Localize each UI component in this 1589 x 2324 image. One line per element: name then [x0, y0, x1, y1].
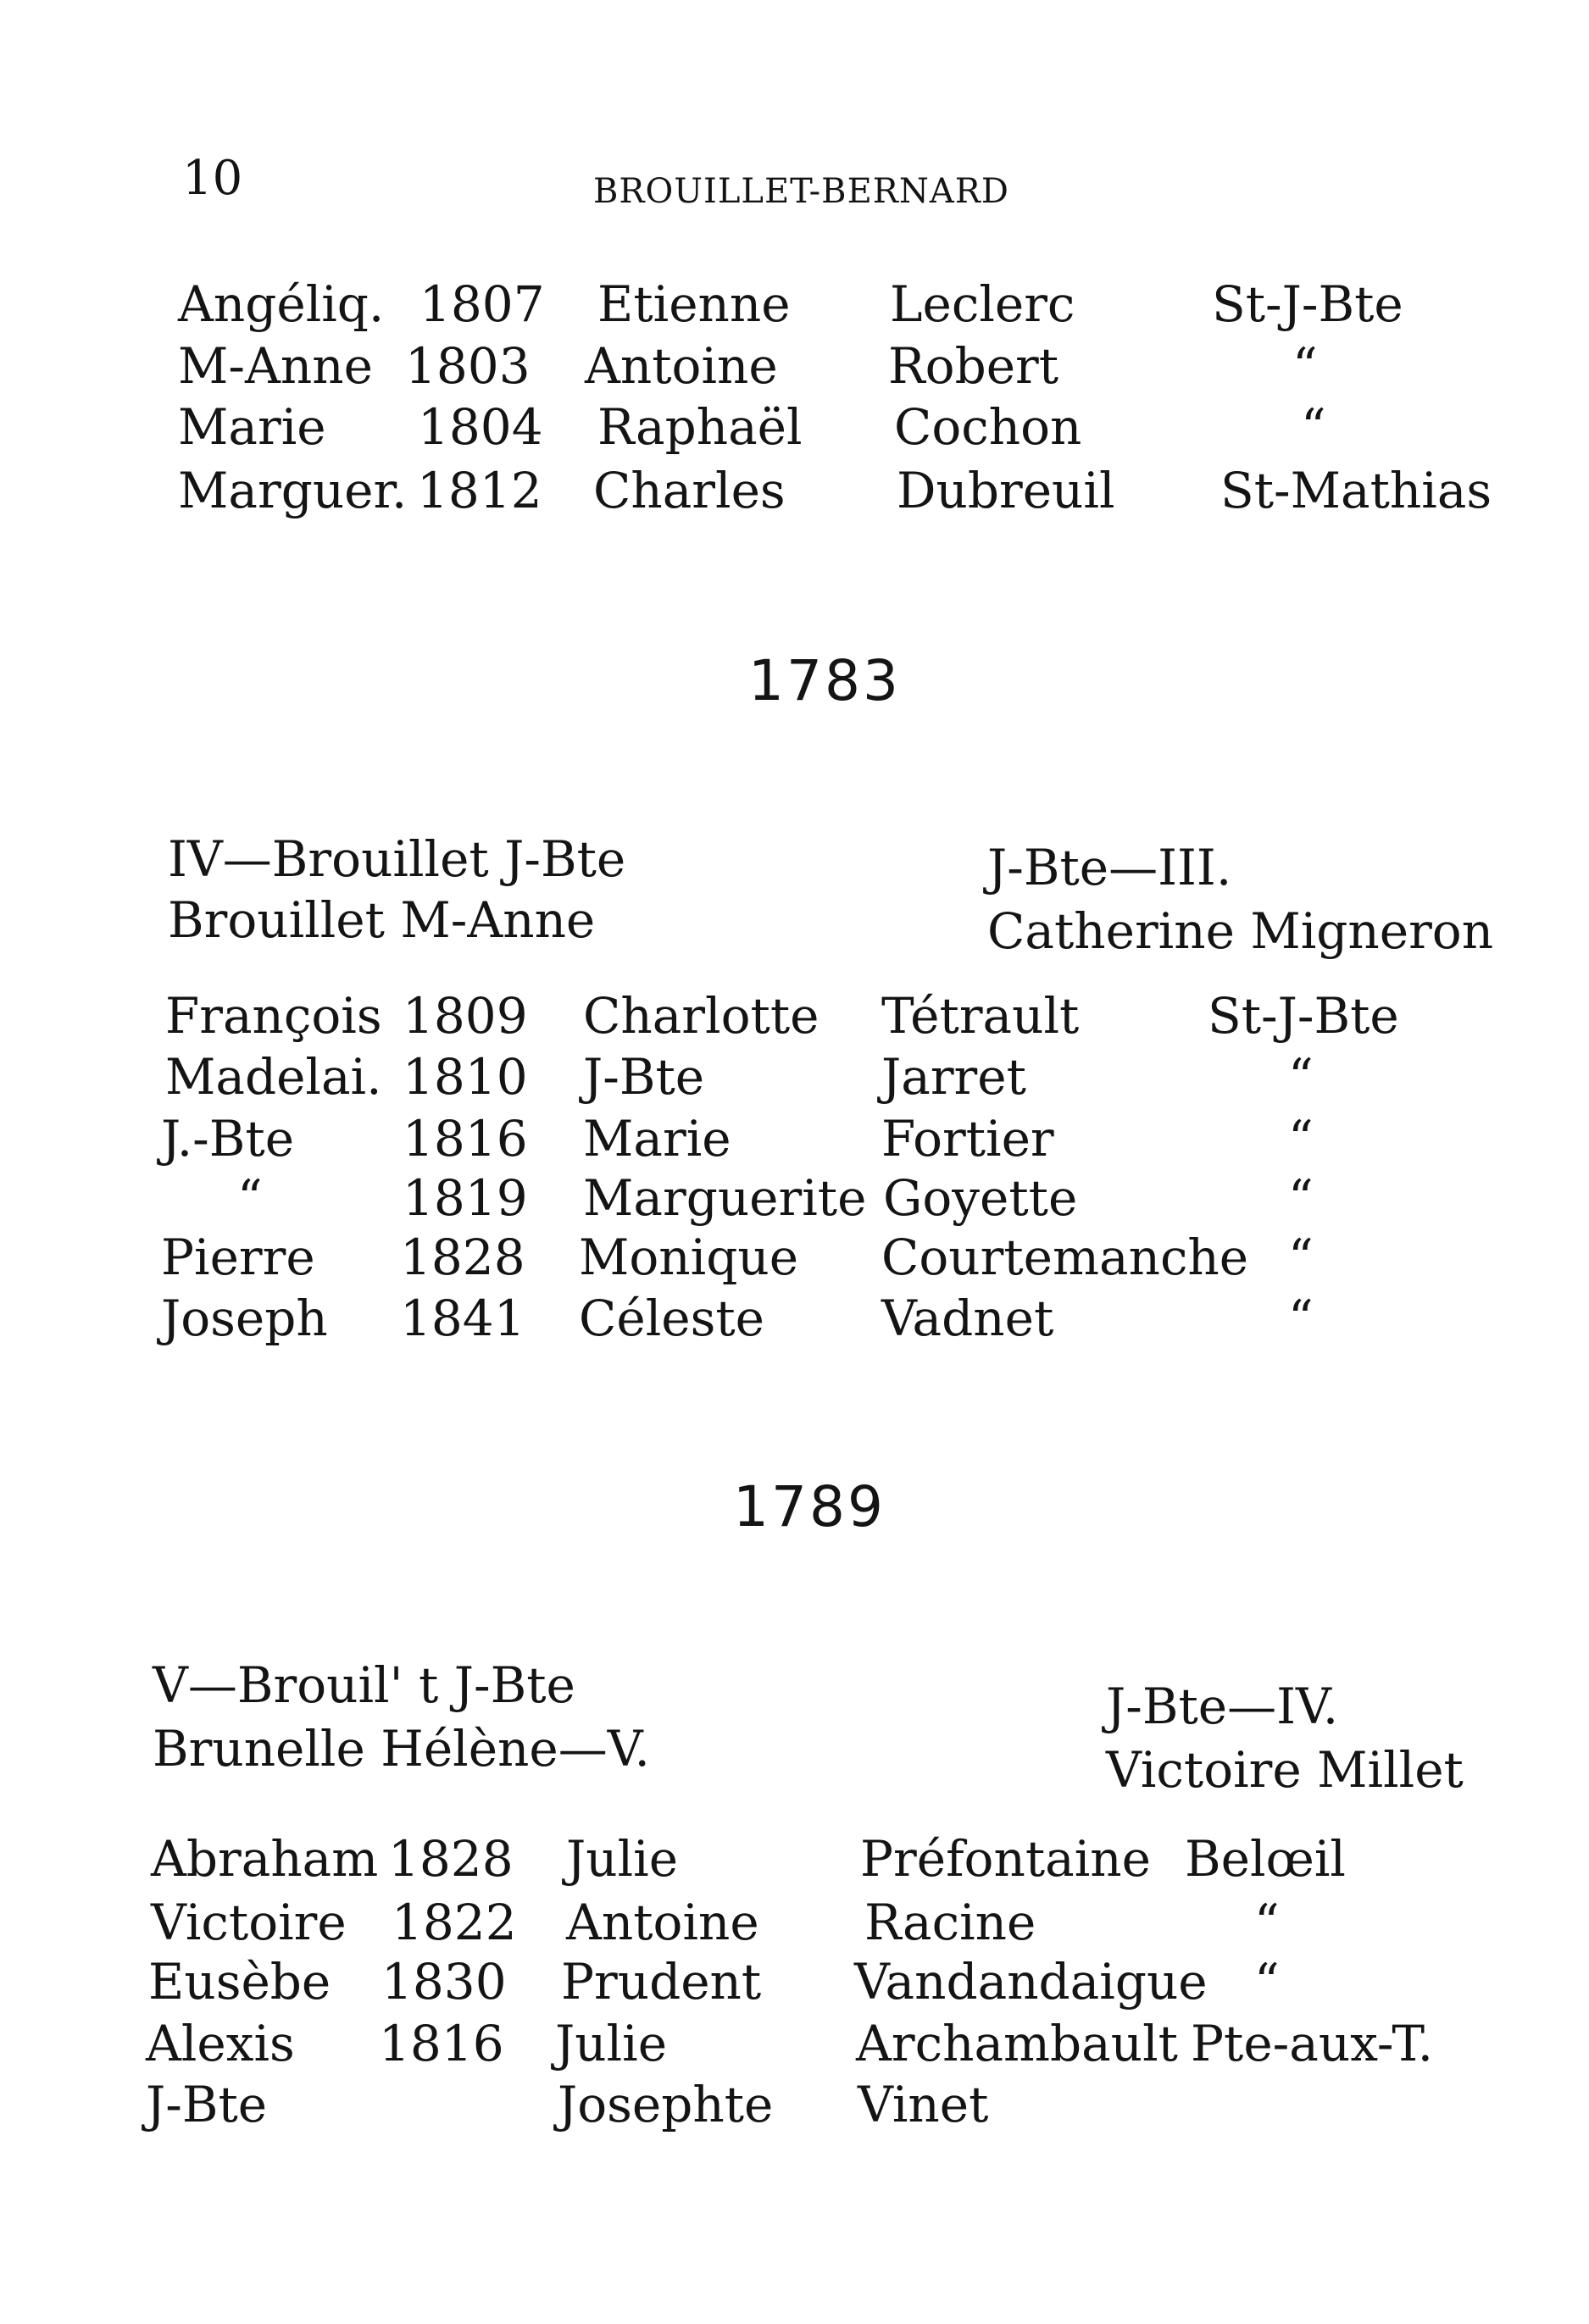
child-name: Victoire: [151, 1894, 347, 1951]
marriage-year: 1830: [381, 1953, 507, 2011]
spouse-last-name: Robert: [888, 337, 1059, 395]
marriage-year: 1810: [403, 1048, 528, 1106]
spouse-last-name: Vandandaigue: [854, 1953, 1208, 2011]
table-row: [0, 398, 1589, 463]
spouse-first-name: Charlotte: [583, 987, 820, 1045]
parish: “: [1288, 1290, 1314, 1347]
child-name: Madelai.: [165, 1048, 382, 1106]
child-name: Joseph: [161, 1290, 328, 1347]
table-row: [0, 1290, 1589, 1354]
spouse-first-name: Etienne: [597, 275, 791, 333]
spouse-last-name: Tétrault: [881, 987, 1080, 1045]
year-heading-1783: 1783: [748, 648, 901, 713]
parish: “: [1288, 1110, 1314, 1168]
parish: “: [1292, 337, 1318, 395]
spouse-first-name: Julie: [566, 1830, 679, 1888]
wife-parents: Catherine Migneron: [987, 902, 1494, 960]
child-name: Pierre: [161, 1229, 315, 1286]
marriage-year: 1841: [400, 1290, 525, 1347]
spouse-first-name: Monique: [579, 1229, 799, 1286]
spouse-last-name: Racine: [864, 1894, 1036, 1951]
marriage-year: 1816: [379, 2015, 504, 2072]
spouse-first-name: Prudent: [561, 1953, 762, 2011]
parish: “: [1301, 398, 1326, 456]
child-name: Abraham: [151, 1830, 379, 1888]
child-name: Eusèbe: [148, 1953, 331, 2011]
parish: St-J-Bte: [1208, 987, 1399, 1045]
wife-parents: Victoire Millet: [1106, 1741, 1464, 1799]
marriage-year: 1812: [417, 462, 542, 519]
spouse-last-name: Préfontaine: [860, 1830, 1151, 1888]
marriage-year: 1828: [400, 1229, 525, 1286]
spouse-last-name: Vinet: [858, 2076, 989, 2133]
spouse-last-name: Archambault: [856, 2015, 1178, 2072]
spouse-last-name: Goyette: [883, 1169, 1078, 1227]
running-head: BROUILLET-BERNARD: [593, 172, 1009, 211]
parish: “: [1288, 1169, 1314, 1227]
marriage-year: 1804: [418, 398, 543, 456]
child-name: Angéliq.: [178, 275, 385, 333]
parish: Pte-aux-T.: [1191, 2015, 1434, 2072]
table-row: [0, 1048, 1589, 1112]
child-name: Marie: [178, 398, 326, 456]
spouse-last-name: Courtemanche: [881, 1229, 1249, 1286]
spouse-last-name: Jarret: [881, 1048, 1026, 1106]
husband-parents: J-Bte—IV.: [1106, 1678, 1339, 1735]
marriage-year: 1819: [403, 1169, 528, 1227]
table-row: [0, 1830, 1589, 1894]
spouse-first-name: Céleste: [579, 1290, 764, 1347]
parish: “: [1288, 1048, 1314, 1106]
spouse-first-name: J-Bte: [583, 1048, 705, 1106]
child-name: J-Bte: [146, 2076, 268, 2133]
table-row: [0, 337, 1589, 402]
parish: “: [1254, 1953, 1280, 2011]
child-name: J.-Bte: [161, 1110, 295, 1168]
spouse-first-name: Antoine: [566, 1894, 759, 1951]
table-row: [0, 2015, 1589, 2079]
marriage-year: 1803: [405, 337, 531, 395]
wife-entry: Brouillet M-Anne: [168, 891, 596, 949]
spouse-last-name: Leclerc: [890, 275, 1075, 333]
marriage-year: 1828: [388, 1830, 514, 1888]
spouse-last-name: Dubreuil: [897, 462, 1115, 519]
spouse-first-name: Raphaël: [597, 398, 803, 456]
table-row: [0, 987, 1589, 1051]
spouse-first-name: Marie: [583, 1110, 731, 1168]
spouse-first-name: Antoine: [585, 337, 778, 395]
child-name: “: [237, 1169, 263, 1227]
spouse-last-name: Vadnet: [881, 1290, 1054, 1347]
spouse-last-name: Cochon: [894, 398, 1082, 456]
child-name: Marguer.: [178, 462, 408, 519]
spouse-first-name: Charles: [593, 462, 786, 519]
table-row: [0, 1953, 1589, 2017]
year-heading-1789: 1789: [733, 1474, 886, 1539]
spouse-last-name: Fortier: [881, 1110, 1054, 1168]
marriage-year: 1809: [403, 987, 528, 1045]
table-row: [0, 275, 1589, 340]
table-row: [0, 1169, 1589, 1234]
spouse-first-name: Marguerite: [583, 1169, 867, 1227]
spouse-first-name: Julie: [555, 2015, 668, 2072]
parish: St-Mathias: [1220, 462, 1492, 519]
husband-parents: J-Bte—III.: [987, 839, 1232, 896]
marriage-year: 1816: [403, 1110, 528, 1168]
parish: “: [1288, 1229, 1314, 1286]
husband-entry: V—Brouil' t J-Bte: [153, 1656, 575, 1714]
child-name: Alexis: [146, 2015, 295, 2072]
table-row: [0, 1229, 1589, 1293]
spouse-first-name: Josephte: [558, 2076, 774, 2133]
marriage-year: 1822: [392, 1894, 517, 1951]
parish: St-J-Bte: [1212, 275, 1403, 333]
parish: Belœil: [1185, 1830, 1346, 1888]
husband-entry: IV—Brouillet J-Bte: [168, 830, 626, 888]
wife-entry: Brunelle Hélène—V.: [153, 1720, 650, 1778]
page-number: 10: [182, 151, 243, 206]
table-row: [0, 1110, 1589, 1174]
child-name: M-Anne: [178, 337, 373, 395]
table-row: [0, 462, 1589, 526]
table-row: [0, 1894, 1589, 1958]
parish: “: [1254, 1894, 1280, 1951]
child-name: François: [165, 987, 382, 1045]
marriage-year: 1807: [419, 275, 545, 333]
table-row: [0, 2076, 1589, 2140]
